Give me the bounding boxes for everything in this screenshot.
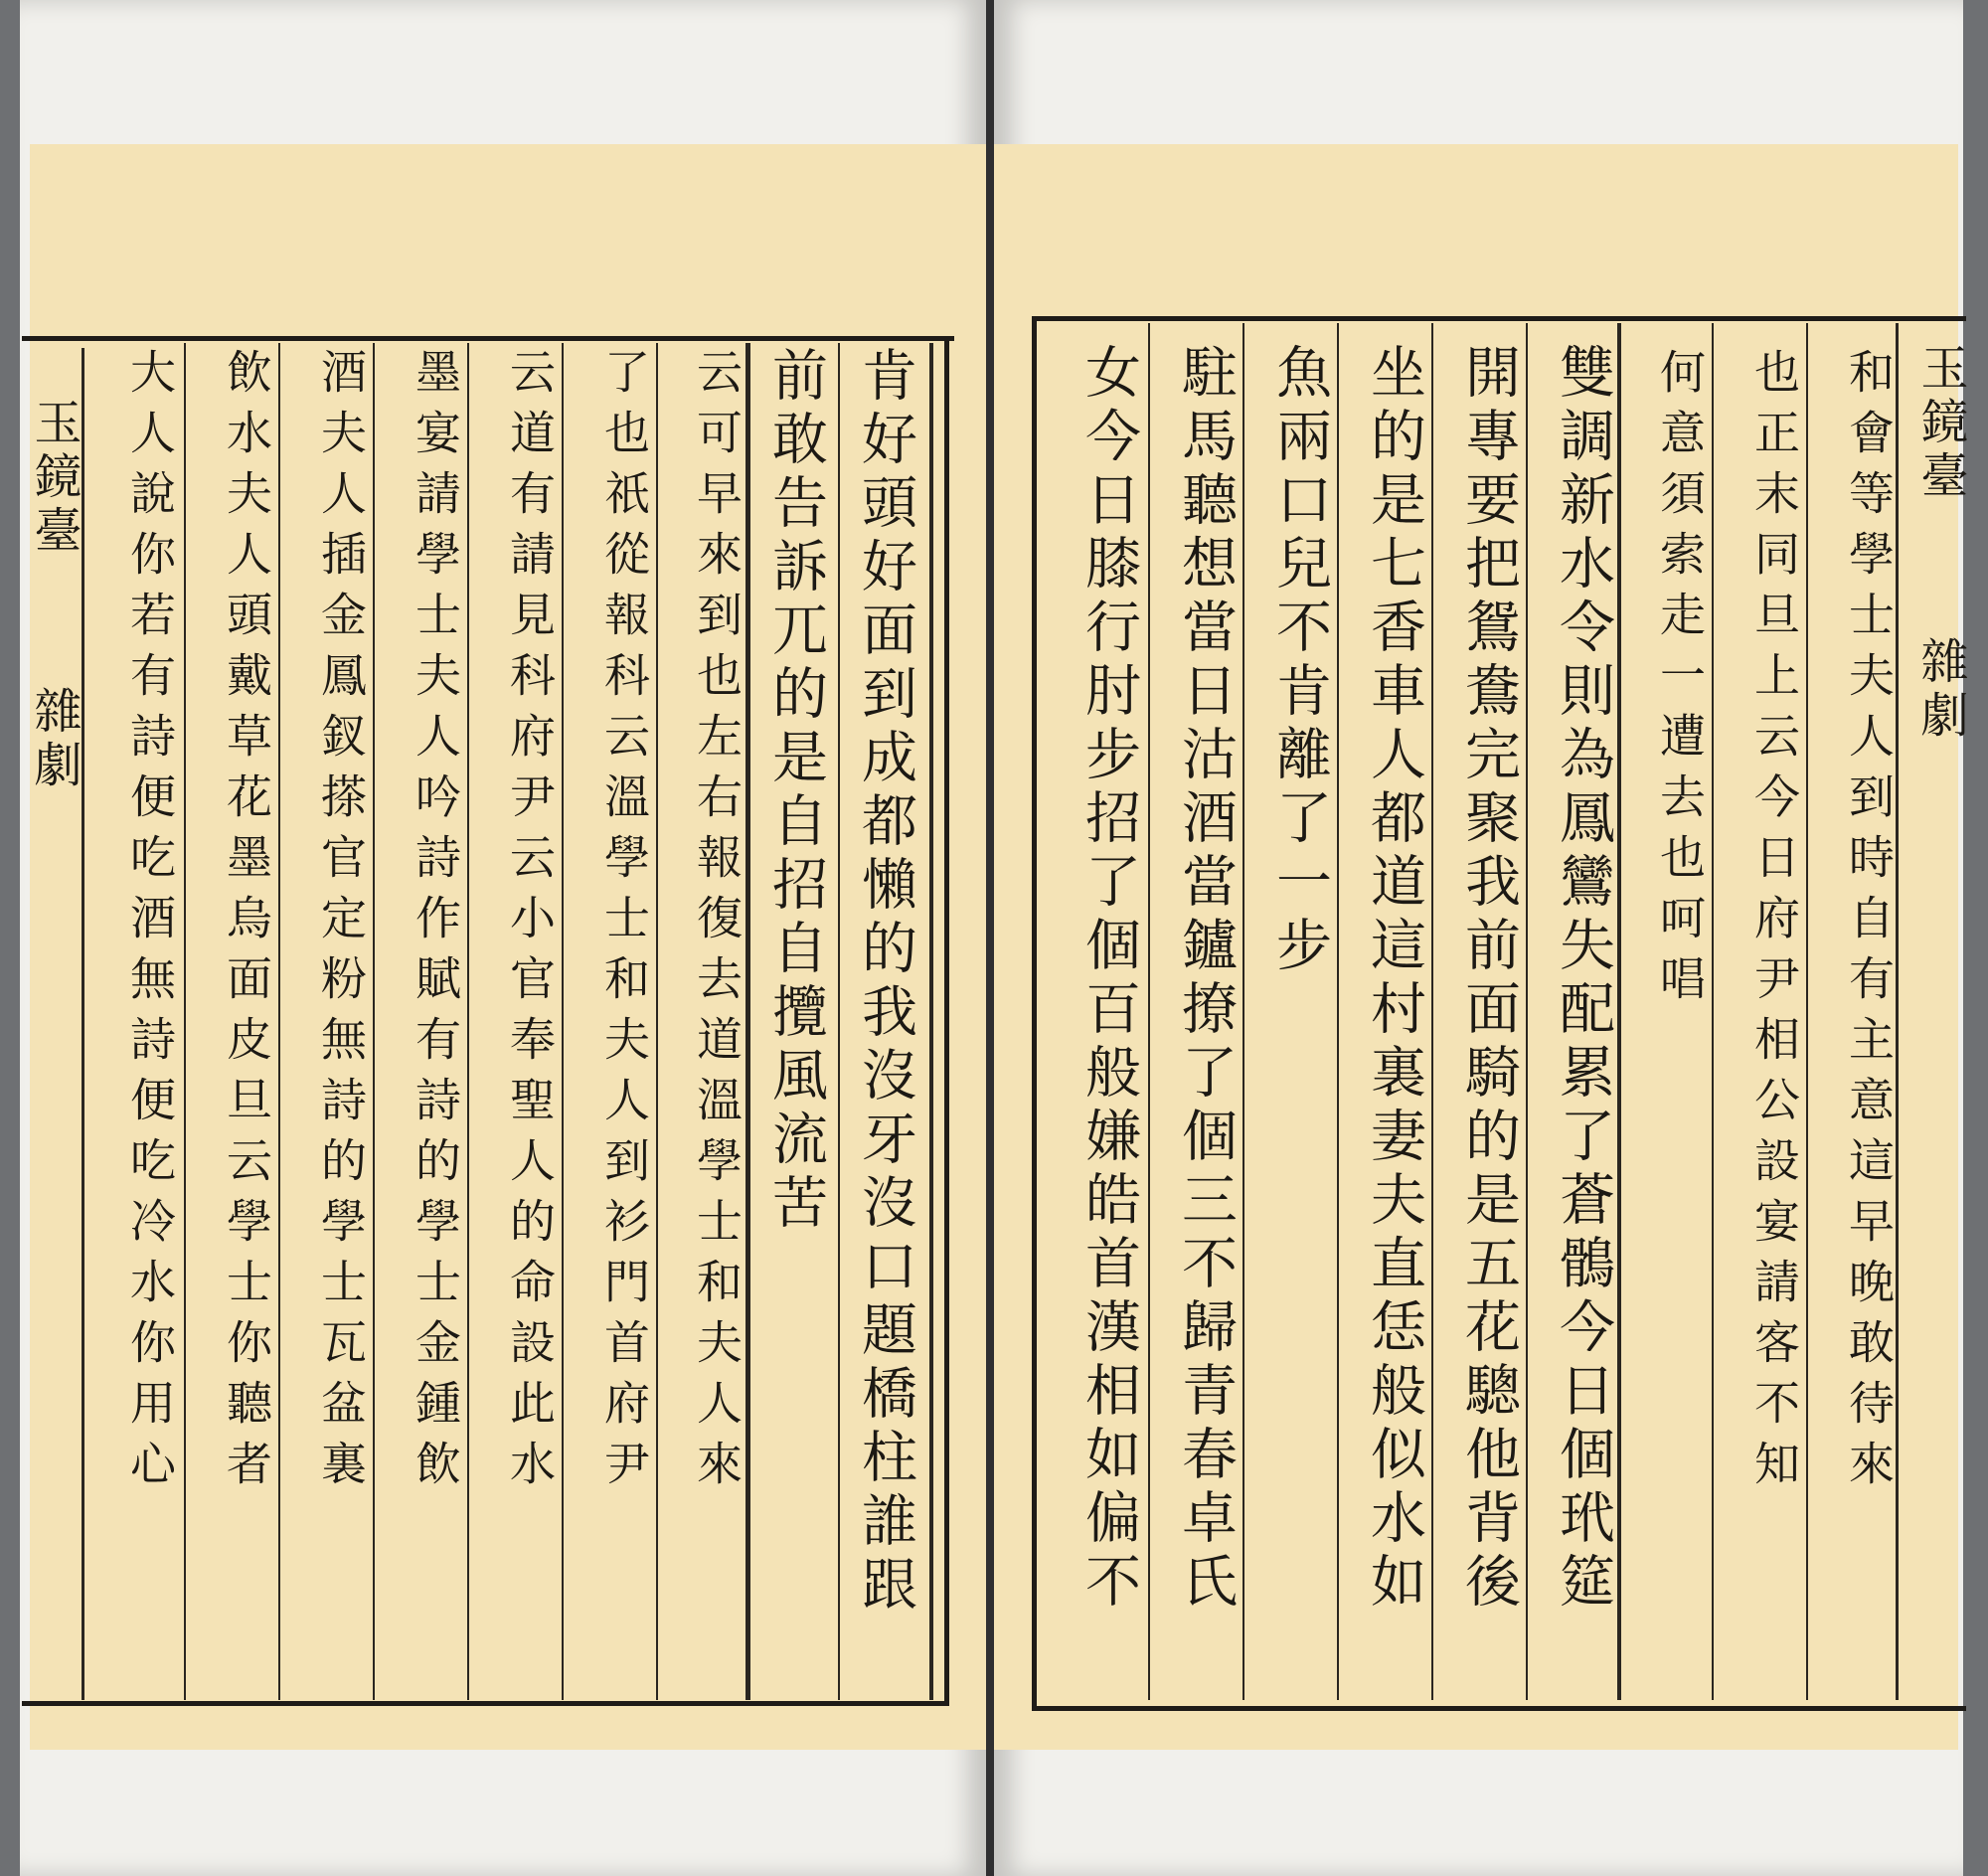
right-verse-column: 駐馬聽想當日沽酒當鑪撩了個三不歸青春卓氏 [1173,343,1238,1616]
left-margin-subtitle: 雜劇 [26,686,82,793]
right-verse-column: 開專要把鴛鴦完聚我前面騎的是五花驄他背後 [1456,343,1521,1616]
right-dialogue-column: 也正末同旦上云今日府尹相公設宴請客不知 [1747,348,1801,1500]
right-divider [1148,323,1150,1700]
left-dialogue-column: 墨宴請學士夫人吟詩作賦有詩的學士金鍾飲 [409,348,462,1500]
left-divider [184,343,186,1700]
left-dialogue-column: 大人說你若有詩便吃酒無詩便吃冷水你用心 [123,348,177,1500]
right-verse-column: 坐的是七香車人都道這村裏妻夫直恁般似水如 [1362,343,1426,1616]
right-margin-title: 玉鏡臺 [1912,343,1968,504]
left-verse-column: 前敢告訴兀的是自招自攬風流苦 [763,346,828,1237]
left-dialogue-column: 酒夫人插金鳳釵搽官定粉無詩的學士瓦盆裏 [314,348,368,1500]
left-dialogue-column: 飲水夫人頭戴草花墨烏面皮旦云學士你聽者 [220,348,273,1500]
left-verse-column: 肯好頭好面到成都懶的我沒牙沒口題橋柱誰跟 [853,346,917,1619]
left-divider [929,343,933,1700]
left-margin-title: 玉鏡臺 [26,398,82,559]
right-dialogue-column: 何意須索走一遭去也呵唱 [1653,348,1707,1015]
right-verse-column: 雙調新水令則為鳳鸞失配累了蒼鶻今日個玳筵 [1551,343,1615,1616]
left-dialogue-column: 云道有請見科府尹云小官奉聖人的命設此水 [503,348,557,1500]
right-margin-subtitle: 雜劇 [1912,636,1968,744]
left-dialogue-column: 云可早來到也左右報復去道溫學士和夫人來 [690,348,744,1500]
left-divider [838,343,840,1700]
right-dialogue-column: 和會等學士夫人到時自有主意這早晚敢待來 [1842,348,1896,1500]
right-verse-column: 魚兩口兒不肯離了一步 [1267,343,1332,979]
book-gutter [986,0,994,1876]
left-dialogue-column: 了也祇從報科云溫學士和夫人到衫門首府尹 [597,348,651,1500]
right-verse-column: 女今日膝行肘步招了個百般嫌皓首漢相如偏不 [1077,343,1141,1616]
left-top-rule [22,336,954,341]
